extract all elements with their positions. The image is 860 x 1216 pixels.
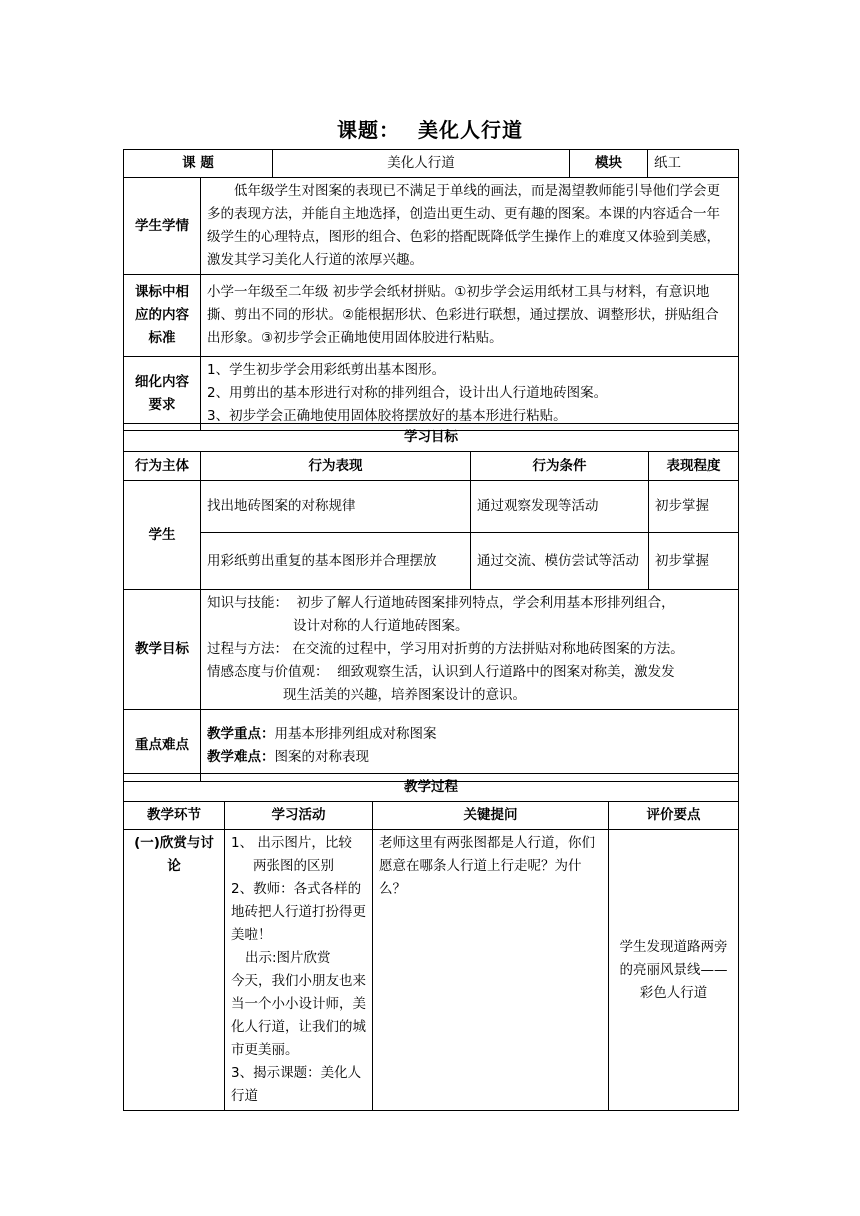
header-evaluation: 评价要点 bbox=[609, 802, 739, 830]
header-subject: 行为主体 bbox=[124, 452, 201, 481]
question-cell: 老师这里有两张图都是人行道，你们愿意在哪条人行道上行走呢？为什么？ bbox=[373, 830, 609, 1111]
page-title-name: 美化人行道 bbox=[418, 118, 523, 142]
objectives-header-row bbox=[124, 452, 739, 481]
process-label: 过程与方法： bbox=[207, 641, 288, 657]
module-label: 模块 bbox=[570, 150, 648, 178]
topic-row bbox=[124, 150, 739, 178]
behavior-cell: 用彩纸剪出重复的基本图形并合理摆放 bbox=[201, 533, 471, 590]
activity-item: 2、教师：各式各样的地砖把人行道打扮得更美啦！ bbox=[231, 881, 366, 943]
standard-row bbox=[124, 275, 739, 357]
page-title-label: 课题： bbox=[337, 118, 400, 142]
activity-item: 3、揭示课题：美化人行道 bbox=[231, 1065, 362, 1104]
module-value: 纸工 bbox=[648, 150, 739, 178]
level-cell: 初步掌握 bbox=[649, 533, 739, 590]
evaluation-cell: 学生发现道路两旁的亮丽风景线——彩色人行道 bbox=[609, 830, 739, 1111]
header-behavior: 行为表现 bbox=[201, 452, 471, 481]
detail-row bbox=[124, 357, 739, 431]
keypoints-row bbox=[124, 710, 739, 782]
stage-cell: (一)欣赏与讨论 bbox=[124, 830, 225, 1111]
difficulty-text: 图案的对称表现 bbox=[274, 748, 369, 765]
keypoints-label: 重点难点 bbox=[124, 710, 201, 782]
emotion-line bbox=[207, 661, 732, 684]
knowledge-label: 知识与技能： bbox=[207, 595, 288, 611]
behavior-cell: 找出地砖图案的对称规律 bbox=[201, 481, 471, 533]
student-text: 低年级学生对图案的表现已不满足于单线的画法，而是渴望教师能引导他们学会更多的表现方法，并能自主地选择，创造出更生动、更有趣的图案。本课的内容适合一年级学生的心理特点，图形的组合、色彩的搭配既降低学生操作上的难度又体验到美感，激发其学习美化人行道的浓厚兴趣。 bbox=[201, 178, 739, 275]
objective-row bbox=[124, 481, 739, 533]
detail-item: 3、初步学会正确地使用固体胶将摆放好的基本形进行粘贴。 bbox=[207, 408, 567, 424]
level-cell: 初步掌握 bbox=[649, 481, 739, 533]
objectives-heading-row bbox=[124, 424, 739, 452]
process-heading-row bbox=[124, 774, 739, 802]
knowledge-line bbox=[207, 592, 732, 615]
header-stage: 教学环节 bbox=[124, 802, 225, 830]
header-activity: 学习活动 bbox=[225, 802, 373, 830]
process-row bbox=[124, 830, 739, 1111]
emotion-label: 情感态度与价值观： bbox=[207, 664, 329, 680]
detail-item: 1、学生初步学会用彩纸剪出基本图形。 bbox=[207, 362, 446, 378]
emotion-text: 细致观察生活，认识到人行道路中的图案对称美，激发发 bbox=[337, 664, 675, 680]
emotion-text-cont: 现生活美的兴趣，培养图案设计的意识。 bbox=[283, 687, 526, 703]
process-line bbox=[207, 638, 732, 661]
topic-label: 课 题 bbox=[124, 150, 273, 178]
header-condition: 行为条件 bbox=[471, 452, 649, 481]
page-title bbox=[0, 114, 860, 143]
activity-item: 今天，我们小朋友也来当一个小小设计师，美化人行道，让我们的城市更美丽。 bbox=[231, 973, 366, 1058]
student-label: 学生学情 bbox=[124, 178, 201, 275]
header-question: 关键提问 bbox=[373, 802, 609, 830]
student-row bbox=[124, 178, 739, 275]
difficulty-line bbox=[207, 746, 732, 769]
knowledge-text: 初步了解人行道地砖图案排列特点，学会利用基本形排列组合， bbox=[296, 595, 675, 611]
condition-cell: 通过观察发现等活动 bbox=[471, 481, 649, 533]
activity-cell bbox=[225, 830, 373, 1111]
activity-item: 1、 出示图片，比较 bbox=[231, 835, 352, 851]
header-level: 表现程度 bbox=[649, 452, 739, 481]
activity-item: 两张图的区别 bbox=[253, 858, 334, 874]
lesson-info-table bbox=[123, 149, 739, 431]
difficulty-label: 教学难点： bbox=[207, 748, 275, 765]
focus-label: 教学重点： bbox=[207, 725, 275, 742]
objectives-table bbox=[123, 423, 739, 782]
focus-line bbox=[207, 723, 732, 746]
objective-row bbox=[124, 533, 739, 590]
standard-text: 小学一年级至二年级 初步学会纸材拼贴。①初步学会运用纸材工具与材料，有意识地撕、剪出不同的形状。②能根据形状、色彩进行联想，通过摆放、调整形状，拼贴组合出形象。③初步学会正确地使用固体胶进行粘贴。 bbox=[201, 275, 739, 357]
activity-item: 出示:图片欣赏 bbox=[245, 950, 331, 966]
process-heading: 教学过程 bbox=[124, 774, 739, 802]
goals-row bbox=[124, 590, 739, 710]
keypoints-content bbox=[201, 710, 739, 782]
condition-cell: 通过交流、模仿尝试等活动 bbox=[471, 533, 649, 590]
objectives-heading: 学习目标 bbox=[124, 424, 739, 452]
subject-cell: 学生 bbox=[124, 481, 201, 590]
knowledge-text-cont: 设计对称的人行道地砖图案。 bbox=[293, 618, 469, 634]
detail-label: 细化内容要求 bbox=[124, 357, 201, 431]
detail-list bbox=[201, 357, 739, 431]
process-table bbox=[123, 773, 739, 1111]
detail-item: 2、用剪出的基本形进行对称的排列组合，设计出人行道地砖图案。 bbox=[207, 385, 608, 401]
goals-content bbox=[201, 590, 739, 710]
process-text: 在交流的过程中，学习用对折剪的方法拼贴对称地砖图案的方法。 bbox=[292, 641, 684, 657]
process-header-row bbox=[124, 802, 739, 830]
standard-label: 课标中相应的内容标准 bbox=[124, 275, 201, 357]
topic-value: 美化人行道 bbox=[273, 150, 570, 178]
goals-label: 教学目标 bbox=[124, 590, 201, 710]
focus-text: 用基本形排列组成对称图案 bbox=[274, 725, 437, 742]
